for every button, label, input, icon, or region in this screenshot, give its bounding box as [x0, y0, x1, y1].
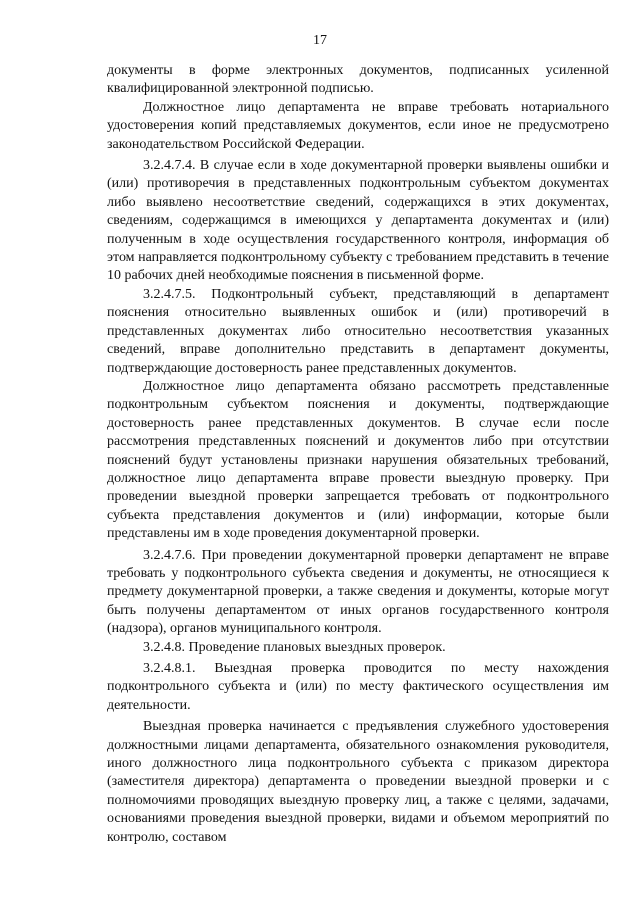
paragraph-official-review-duty: Должностное лицо департамента обязано рассмотреть представленные подконтрольным субъектом пояснения и документы, подтверждающие достоверность ранее представленных документов. В случае если после рассмотрения представленных пояснений и документов либо при отсутствии пояснений будут установлены признаки нарушения обязательных требований, должностное лицо департамента вправе провести выездную проверку. При проведении выездной проверки запрещается требовать от подконтрольного субъекта представления документов и (или) информации, которые были представлены им в ходе проведения документарной проверки.	[107, 378, 609, 542]
paragraph-3-2-4-7-5: 3.2.4.7.5. Подконтрольный субъект, представляющий в департамент пояснения относительно выявленных ошибок и (или) противоречий в представленных документах либо относительно несоответствия указанных сведений, вправе дополнительно представить в департамент документы, подтверждающие достоверность ранее представленных документов.	[107, 286, 609, 376]
paragraph-notary-requirement: Должностное лицо департамента не вправе требовать нотариального удостоверения копий представляемых документов, если иное не предусмотрено законодательством Российской Федерации.	[107, 99, 609, 152]
paragraph-continuation-electronic-documents: документы в форме электронных документов, подписанных усиленной квалифицированной электронной подписью.	[107, 63, 609, 97]
paragraph-3-2-4-7-6: 3.2.4.7.6. При проведении документарной проверки департамент не вправе требовать у подконтрольного субъекта сведения и документы, не относящиеся к предмету документарной проверки, а также сведения и документы, которые могут быть получены департаментом от иных органов государственного контроля (надзора), органов муниципального контроля.	[107, 547, 609, 637]
document-body	[107, 62, 609, 847]
paragraph-3-2-4-7-4: 3.2.4.7.4. В случае если в ходе документарной проверки выявлены ошибки и (или) противоречия в представленных подконтрольным субъектом документах либо выявлено несоответствие сведений, содержащихся в этих документах, сведениям, содержащимся в имеющихся у департамента документах и (или) полученным в ходе осуществления государственного контроля, информация об этом направляется подконтрольному субъекту с требованием представить в течение 10 рабочих дней необходимые пояснения в письменной форме.	[107, 158, 609, 284]
page-number: 17	[313, 33, 327, 48]
paragraph-onsite-inspection-start: Выездная проверка начинается с предъявления служебного удостоверения должностными лицами департамента, обязательного ознакомления руководителя, иного должностного лица подконтрольного субъекта с приказом директора (заместителя директора) департамента о проведении выездной проверки и с полномочиями проводящих выездную проверку лиц, а также с целями, задачами, основаниями проведения выездной проверки, видами и объемом мероприятий по контролю, составом	[107, 719, 609, 845]
paragraph-3-2-4-8-heading: 3.2.4.8. Проведение плановых выездных проверок.	[143, 639, 446, 655]
paragraph-3-2-4-8-1: 3.2.4.8.1. Выездная проверка проводится по месту нахождения подконтрольного субъекта и (или) по месту фактического осуществления им деятельности.	[107, 661, 609, 713]
